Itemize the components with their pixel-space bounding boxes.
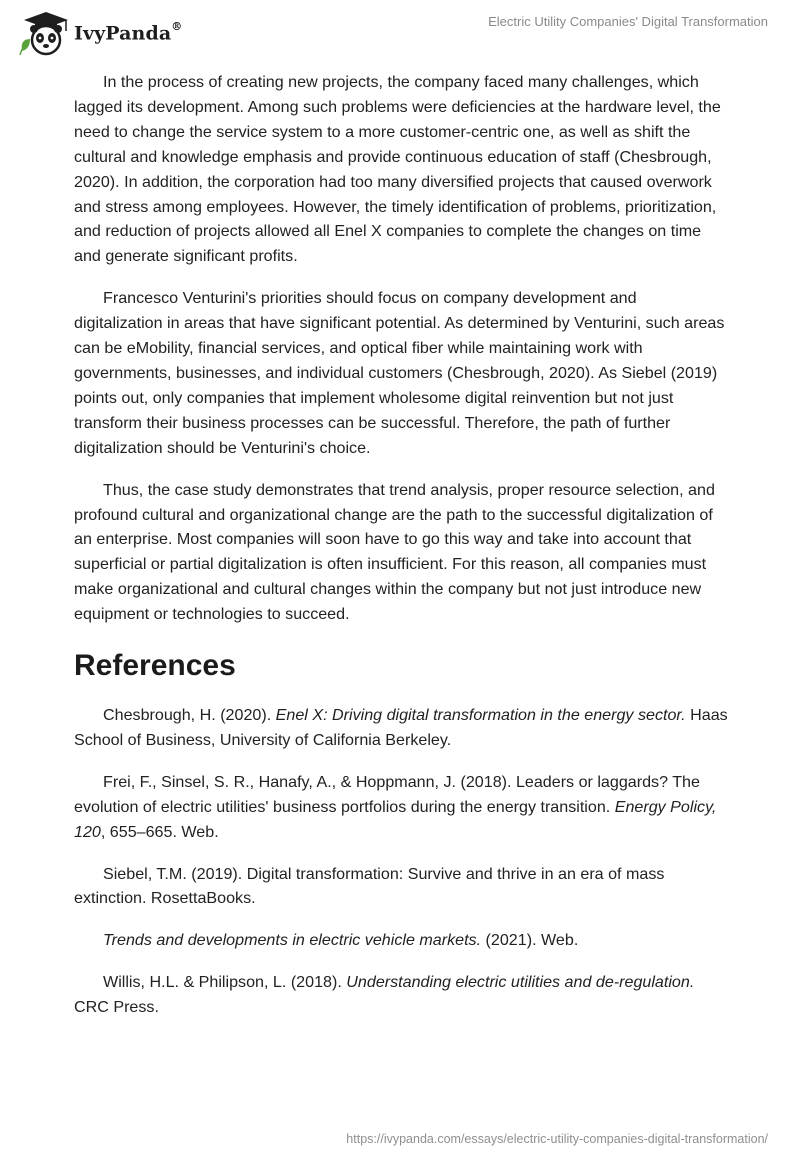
brand-name bbox=[74, 19, 183, 45]
running-title: Electric Utility Companies' Digital Transformation bbox=[488, 14, 768, 29]
reference-item: Frei, F., Sinsel, S. R., Hanafy, A., & Hoppmann, J. (2018). Leaders or laggards? The evolution of electric utilities' business portfolios during the energy transition. Energy Policy, 120, 655–665. Web. bbox=[74, 772, 717, 841]
page-header bbox=[0, 0, 800, 62]
reference-item: Willis, H.L. & Philipson, L. (2018). Understanding electric utilities and de-regulation. CRC Press. bbox=[74, 973, 695, 1017]
body-paragraph-2: Francesco Venturini's priorities should focus on company development and digitalization in areas that have significant potential. As determined by Venturini, such areas can be eMobility, financial services, and optical fiber while maintaining work with governments, businesses, and individual customers (Chesbrough, 2020). As Siebel (2019) points out, only companies that implement wholesome digital reinvention but not just transform their business processes can be successful. Therefore, the path of further digitalization should be Venturini's choice. bbox=[74, 289, 725, 457]
registered-mark: ® bbox=[171, 19, 183, 33]
references-heading: References bbox=[74, 649, 236, 683]
brand-name-text: IvyPanda bbox=[74, 22, 172, 45]
body-paragraph-3: Thus, the case study demonstrates that trend analysis, proper resource selection, and profound cultural and organizational change are the path to the successful digitalization of an enterprise. Most companies will soon have to go this way and take into account that superficial or partial digitalization is often insufficient. For this reason, all companies must make organizational and cultural changes within the company but not just introduce new equipment or technologies to succeed. bbox=[74, 480, 715, 624]
reference-item: Siebel, T.M. (2019). Digital transformation: Survive and thrive in an era of mass extinction. RosettaBooks. bbox=[74, 864, 665, 908]
reference-item: Trends and developments in electric vehicle markets. (2021). Web. bbox=[103, 931, 579, 950]
panda-logo-icon bbox=[16, 9, 72, 57]
ivypanda-logo[interactable] bbox=[16, 9, 182, 57]
reference-item: Chesbrough, H. (2020). Enel X: Driving digital transformation in the energy sector. Haas School of Business, University of California Berkeley. bbox=[74, 706, 728, 749]
source-url-link[interactable]: https://ivypanda.com/essays/electric-utility-companies-digital-transformation/ bbox=[346, 1132, 768, 1146]
body-paragraph-1: In the process of creating new projects, the company faced many challenges, which lagged its development. Among such problems were deficiencies at the hardware level, the need to change the service system to a more customer-centric one, as well as shift the cultural and knowledge emphasis and provide continuous education of staff (Chesbrough, 2020). In addition, the corporation had too many diversified projects that caused overwork and stress among employees. However, the timely identification of problems, prioritization, and reduction of projects allowed all Enel X companies to complete the changes on time and generate significant profits. bbox=[74, 73, 721, 266]
essay-content bbox=[74, 70, 728, 1037]
